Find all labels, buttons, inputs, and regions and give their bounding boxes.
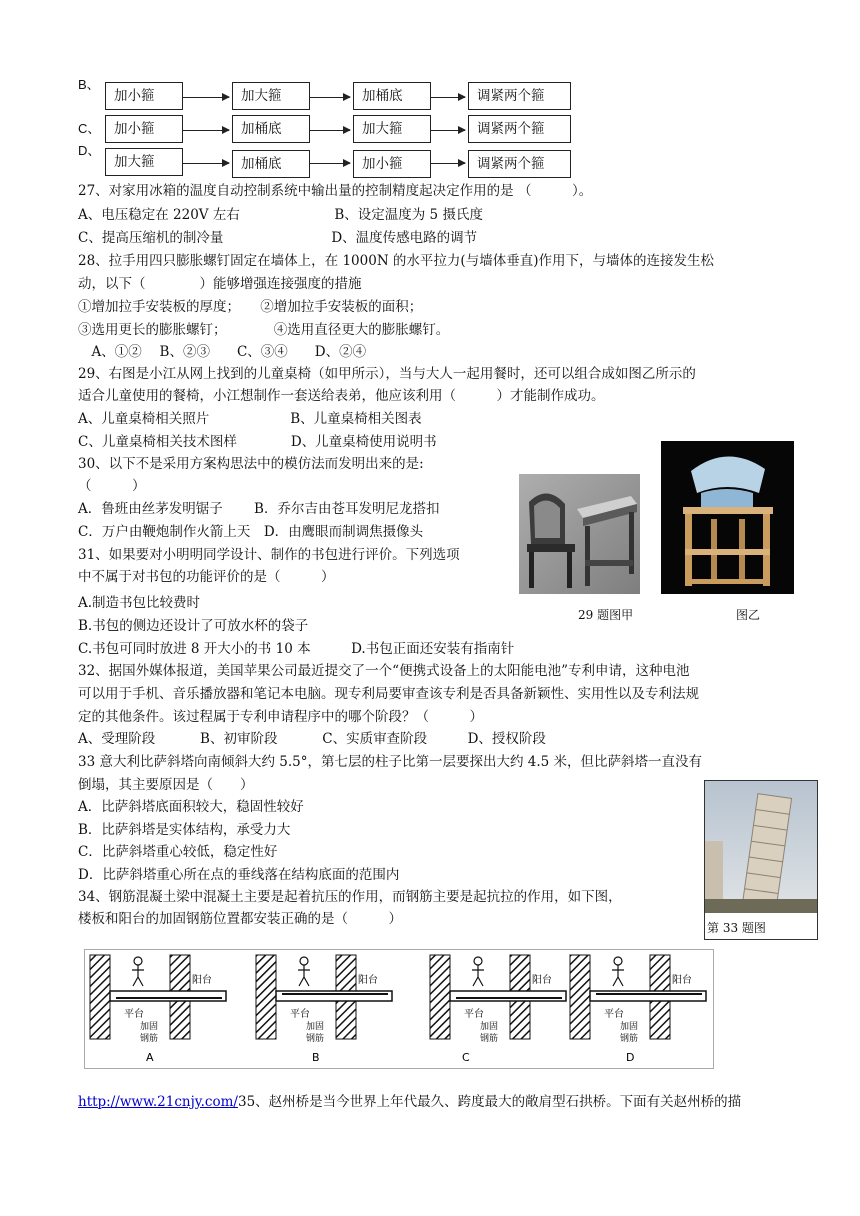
option-label: C、 [78, 121, 101, 136]
balcony-label: 阳台 [672, 975, 692, 986]
text-line: ①增加拉手安装板的厚度； ②增加拉手安装板的面积； [78, 299, 423, 315]
flow-arrow [310, 163, 350, 164]
child-desk-chair-photo [519, 474, 640, 594]
flow-arrow [183, 130, 229, 131]
platform-label: 平台 [124, 1009, 144, 1020]
platform-label: 平台 [290, 1009, 310, 1020]
text-line: 30、以下不是采用方案构思法中的模仿法而发明出来的是: [78, 456, 424, 472]
rebar-label: 钢筋 [620, 1034, 639, 1044]
high-chair-photo [661, 441, 794, 594]
figure-34 [84, 949, 714, 1069]
text-line: A、①② B、②③ C、③④ D、②④ [78, 344, 367, 360]
text-line: 32、据国外媒体报道，美国苹果公司最近提交了一个“便携式设备上的太阳能电池”专利申请，这种电池 [78, 663, 690, 679]
flow-arrow [183, 163, 229, 164]
text-line: ③选用更长的膨胀螺钉； ④选用直径更大的膨胀螺钉。 [78, 322, 450, 338]
figure-caption: 图乙 [736, 608, 761, 622]
text-line: （ ） [78, 478, 146, 494]
wall [90, 955, 110, 1039]
flow-box: 加大箍 [353, 115, 431, 143]
platform-label: 平台 [464, 1009, 484, 1020]
text-line: A．比萨斜塔底面积较大，稳固性较好 [78, 799, 304, 815]
text-line: C、提高压缩机的制冷量 D、温度传感电路的调节 [78, 230, 478, 246]
wall [430, 955, 450, 1039]
option-label: B、 [78, 77, 100, 92]
figure-caption: 第 33 题图 [707, 921, 766, 935]
text-line: 定的其他条件。该过程属于专利申请程序中的哪个阶段？（ ） [78, 709, 483, 725]
flow-box: 加桶底 [232, 115, 310, 143]
text-line: 倒塌，其主要原因是（ ） [78, 777, 254, 793]
flow-box: 调紧两个箍 [468, 115, 571, 143]
flow-box: 加桶底 [232, 150, 310, 178]
rebar-label: 钢筋 [480, 1034, 499, 1044]
text-line: C、儿童桌椅相关技术图样 D、儿童桌椅使用说明书 [78, 434, 437, 450]
balcony-label: 阳台 [532, 975, 552, 986]
rebar-label: 加固 [620, 1022, 639, 1032]
flow-box: 调紧两个箍 [468, 82, 571, 110]
text-line: D．比萨斜塔重心所在点的垂线落在结构底面的范围内 [78, 867, 400, 883]
text-line: 动，以下（ ）能够增强连接强度的措施 [78, 276, 362, 292]
flow-arrow [431, 163, 465, 164]
text-line: A．鲁班由丝茅发明锯子 B．乔尔吉由苍耳发明尼龙搭扣 [78, 501, 440, 517]
text-line: B.书包的侧边还设计了可放水杯的袋子 [78, 618, 309, 634]
footer-text: 35、赵州桥是当今世界上年代最久、跨度最大的敞肩型石拱桥。下面有关赵州桥的描 [237, 1094, 742, 1110]
wall [570, 955, 590, 1039]
text-line: 可以用于手机、音乐播放器和笔记本电脑。现专利局要审查该专利是否具备新颖性、实用性以及专利法规 [78, 686, 699, 702]
rebar-label: 加固 [480, 1022, 499, 1032]
text-line: 中不属于对书包的功能评价的是（ ） [78, 569, 335, 585]
floor-slab [590, 991, 706, 1001]
wall [256, 955, 276, 1039]
text-line: A、电压稳定在 220V 左右 B、设定温度为 5 摄氏度 [78, 207, 483, 223]
rebar-label: 加固 [140, 1022, 159, 1032]
flow-arrow [310, 97, 350, 98]
source-link[interactable]: http://www.21cnjy.com/ [78, 1094, 238, 1110]
text-line: A.制造书包比较费时 [78, 595, 201, 611]
text-line: 31、如果要对小明明同学设计、制作的书包进行评价。下列选项 [78, 547, 460, 563]
balcony-label: 阳台 [192, 975, 212, 986]
figure-33-frame [704, 780, 818, 940]
flow-box: 加小箍 [353, 150, 431, 178]
flow-arrow [310, 130, 350, 131]
floor-slab [110, 991, 226, 1001]
text-line: 适合儿童使用的餐椅，小江想制作一套送给表弟，他应该利用（ ）才能制作成功。 [78, 388, 605, 404]
option-label: D、 [78, 143, 101, 158]
panel-letter: A [146, 1051, 154, 1064]
panel-letter: C [462, 1051, 470, 1064]
text-line: C.书包可同时放进 8 开大小的书 10 本 D.书包正面还安装有指南针 [78, 641, 515, 657]
flow-box: 加大箍 [232, 82, 310, 110]
figure-caption: 29 题图甲 [578, 608, 634, 622]
rebar-label: 加固 [306, 1022, 325, 1032]
text-line: A、儿童桌椅相关照片 B、儿童桌椅相关图表 [78, 411, 422, 427]
flow-box: 加桶底 [353, 82, 431, 110]
text-line: C．万户由鞭炮制作火箭上天 D．由鹰眼而制调焦摄像头 [78, 524, 424, 540]
flow-box: 加大箍 [105, 148, 183, 176]
platform-label: 平台 [604, 1009, 624, 1020]
flow-box: 加小箍 [105, 115, 183, 143]
text-line: B．比萨斜塔是实体结构，承受力大 [78, 822, 291, 838]
text-line: 29、右图是小江从网上找到的儿童桌椅（如甲所示），当与大人一起用餐时，还可以组合成如图乙所示的 [78, 366, 696, 382]
rebar-label: 钢筋 [306, 1034, 325, 1044]
flow-arrow [183, 97, 229, 98]
text-line: A、受理阶段 B、初审阶段 C、实质审查阶段 D、授权阶段 [78, 731, 546, 747]
rebar-label: 钢筋 [140, 1034, 159, 1044]
text-line: 34、钢筋混凝土梁中混凝土主要是起着抗压的作用，而钢筋主要是起抗拉的作用，如下图， [78, 889, 622, 905]
floor-slab [276, 991, 392, 1001]
panel-letter: D [626, 1051, 635, 1064]
panel-letter: B [312, 1051, 320, 1064]
text-line: 27、对家用冰箱的温度自动控制系统中输出量的控制精度起决定作用的是 （ ）。 [78, 183, 593, 199]
balcony-label: 阳台 [358, 975, 378, 986]
flow-arrow [431, 130, 465, 131]
flow-arrow [431, 97, 465, 98]
leaning-tower-photo [705, 781, 817, 913]
text-line: 33 意大利比萨斜塔向南倾斜大约 5.5°，第七层的柱子比第一层要探出大约 4.5 米，但比萨斜塔一直没有 [78, 754, 703, 770]
floor-slab [450, 991, 566, 1001]
footer-line [78, 1093, 741, 1111]
flow-box: 调紧两个箍 [468, 150, 571, 178]
text-line: 28、拉手用四只膨胀螺钉固定在墙体上，在 1000N 的水平拉力(与墙体垂直)作用下，与墙体的连接发生松 [78, 253, 714, 269]
text-line: C．比萨斜塔重心较低，稳定性好 [78, 844, 278, 860]
flow-box: 加小箍 [105, 82, 183, 110]
text-line: 楼板和阳台的加固钢筋位置都安装正确的是（ ） [78, 911, 402, 927]
